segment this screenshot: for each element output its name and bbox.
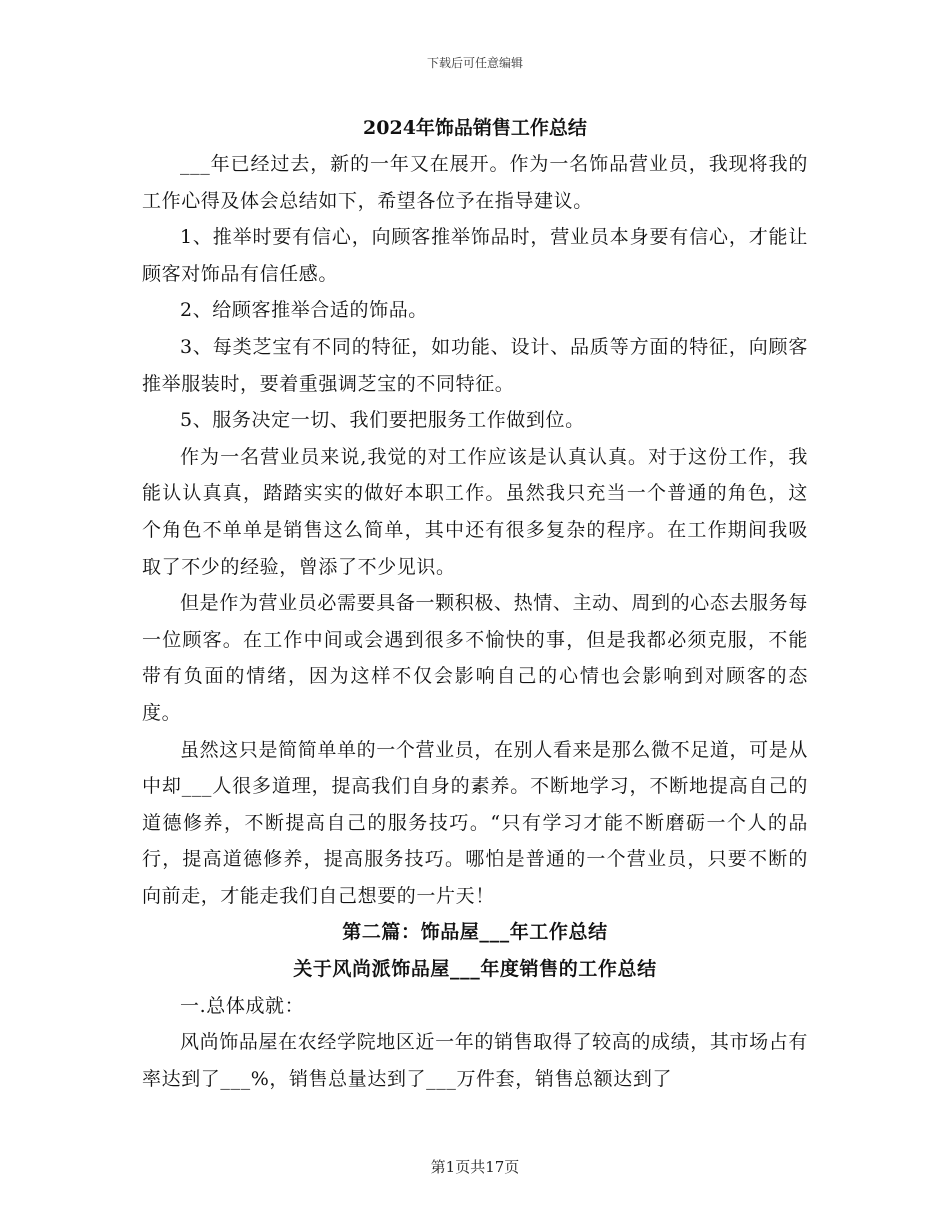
section2-heading-achievement: 一.总体成就：: [180, 994, 305, 1017]
header-note: 下载后可任意编辑: [426, 56, 523, 70]
paragraph-attitude: 作为一名营业员来说,我觉的对工作应该是认真认真。对于这份工作，我能认认真真，踏踏实实的做好本职工作。虽然我只充当一个普通的角色，这个角色不单单是销售这么简单，其中还有很多复杂的程序。在工作期间我吸取了不少的经验，曾添了不少见识。: [142, 445, 808, 578]
paragraph-point-5: 5、服务决定一切、我们要把服务工作做到位。: [180, 409, 585, 432]
page-number: 第1页共17页: [430, 1158, 520, 1176]
paragraph-point-1: 1、推举时要有信心，向顾客推举饰品时，营业员本身要有信心，才能让顾客对饰品有信任感。: [142, 226, 808, 285]
section2-title: 第二篇：饰品屋___年工作总结: [342, 921, 608, 944]
section2-paragraph-sales: 风尚饰品屋在农经学院地区近一年的销售取得了较高的成绩，其市场占有率达到了___%，销售总量达到了___万件套，销售总额达到了: [142, 1031, 808, 1090]
section2-subtitle: 关于风尚派饰品屋___年度销售的工作总结: [293, 958, 657, 981]
paragraph-point-2: 2、给顾客推举合适的饰品。: [180, 299, 428, 322]
paragraph-mindset: 但是作为营业员必需要具备一颗积极、热情、主动、周到的心态去服务每一位顾客。在工作中间或会遇到很多不愉快的事，但是我都必须克服，不能带有负面的情绪，因为这样不仅会影响自己的心情也会影响到对顾客的态度。: [142, 592, 808, 724]
document-body: [142, 110, 808, 1097]
paragraph-intro: ___年已经过去，新的一年又在展开。作为一名饰品营业员，我现将我的工作心得及体会总结如下，希望各位予在指导建议。: [142, 153, 808, 212]
paragraph-conclusion: 虽然这只是简简单单的一个营业员，在别人看来是那么微不足道，可是从中却___人很多道理，提高我们自身的素养。不断地学习，不断地提高自己的道德修养，不断提高自己的服务技巧。“只有学习才能不断磨砺一个人的品行，提高道德修养，提高服务技巧。哪怕是普通的一个营业员，只要不断的向前走，才能走我们自己想要的一片天！: [142, 738, 808, 907]
paragraph-point-3: 3、每类芝宝有不同的特征，如功能、设计、品质等方面的特征，向顾客推举服装时，要着重强调芝宝的不同特征。: [142, 335, 808, 395]
document-title: 2024年饰品销售工作总结: [363, 117, 587, 139]
